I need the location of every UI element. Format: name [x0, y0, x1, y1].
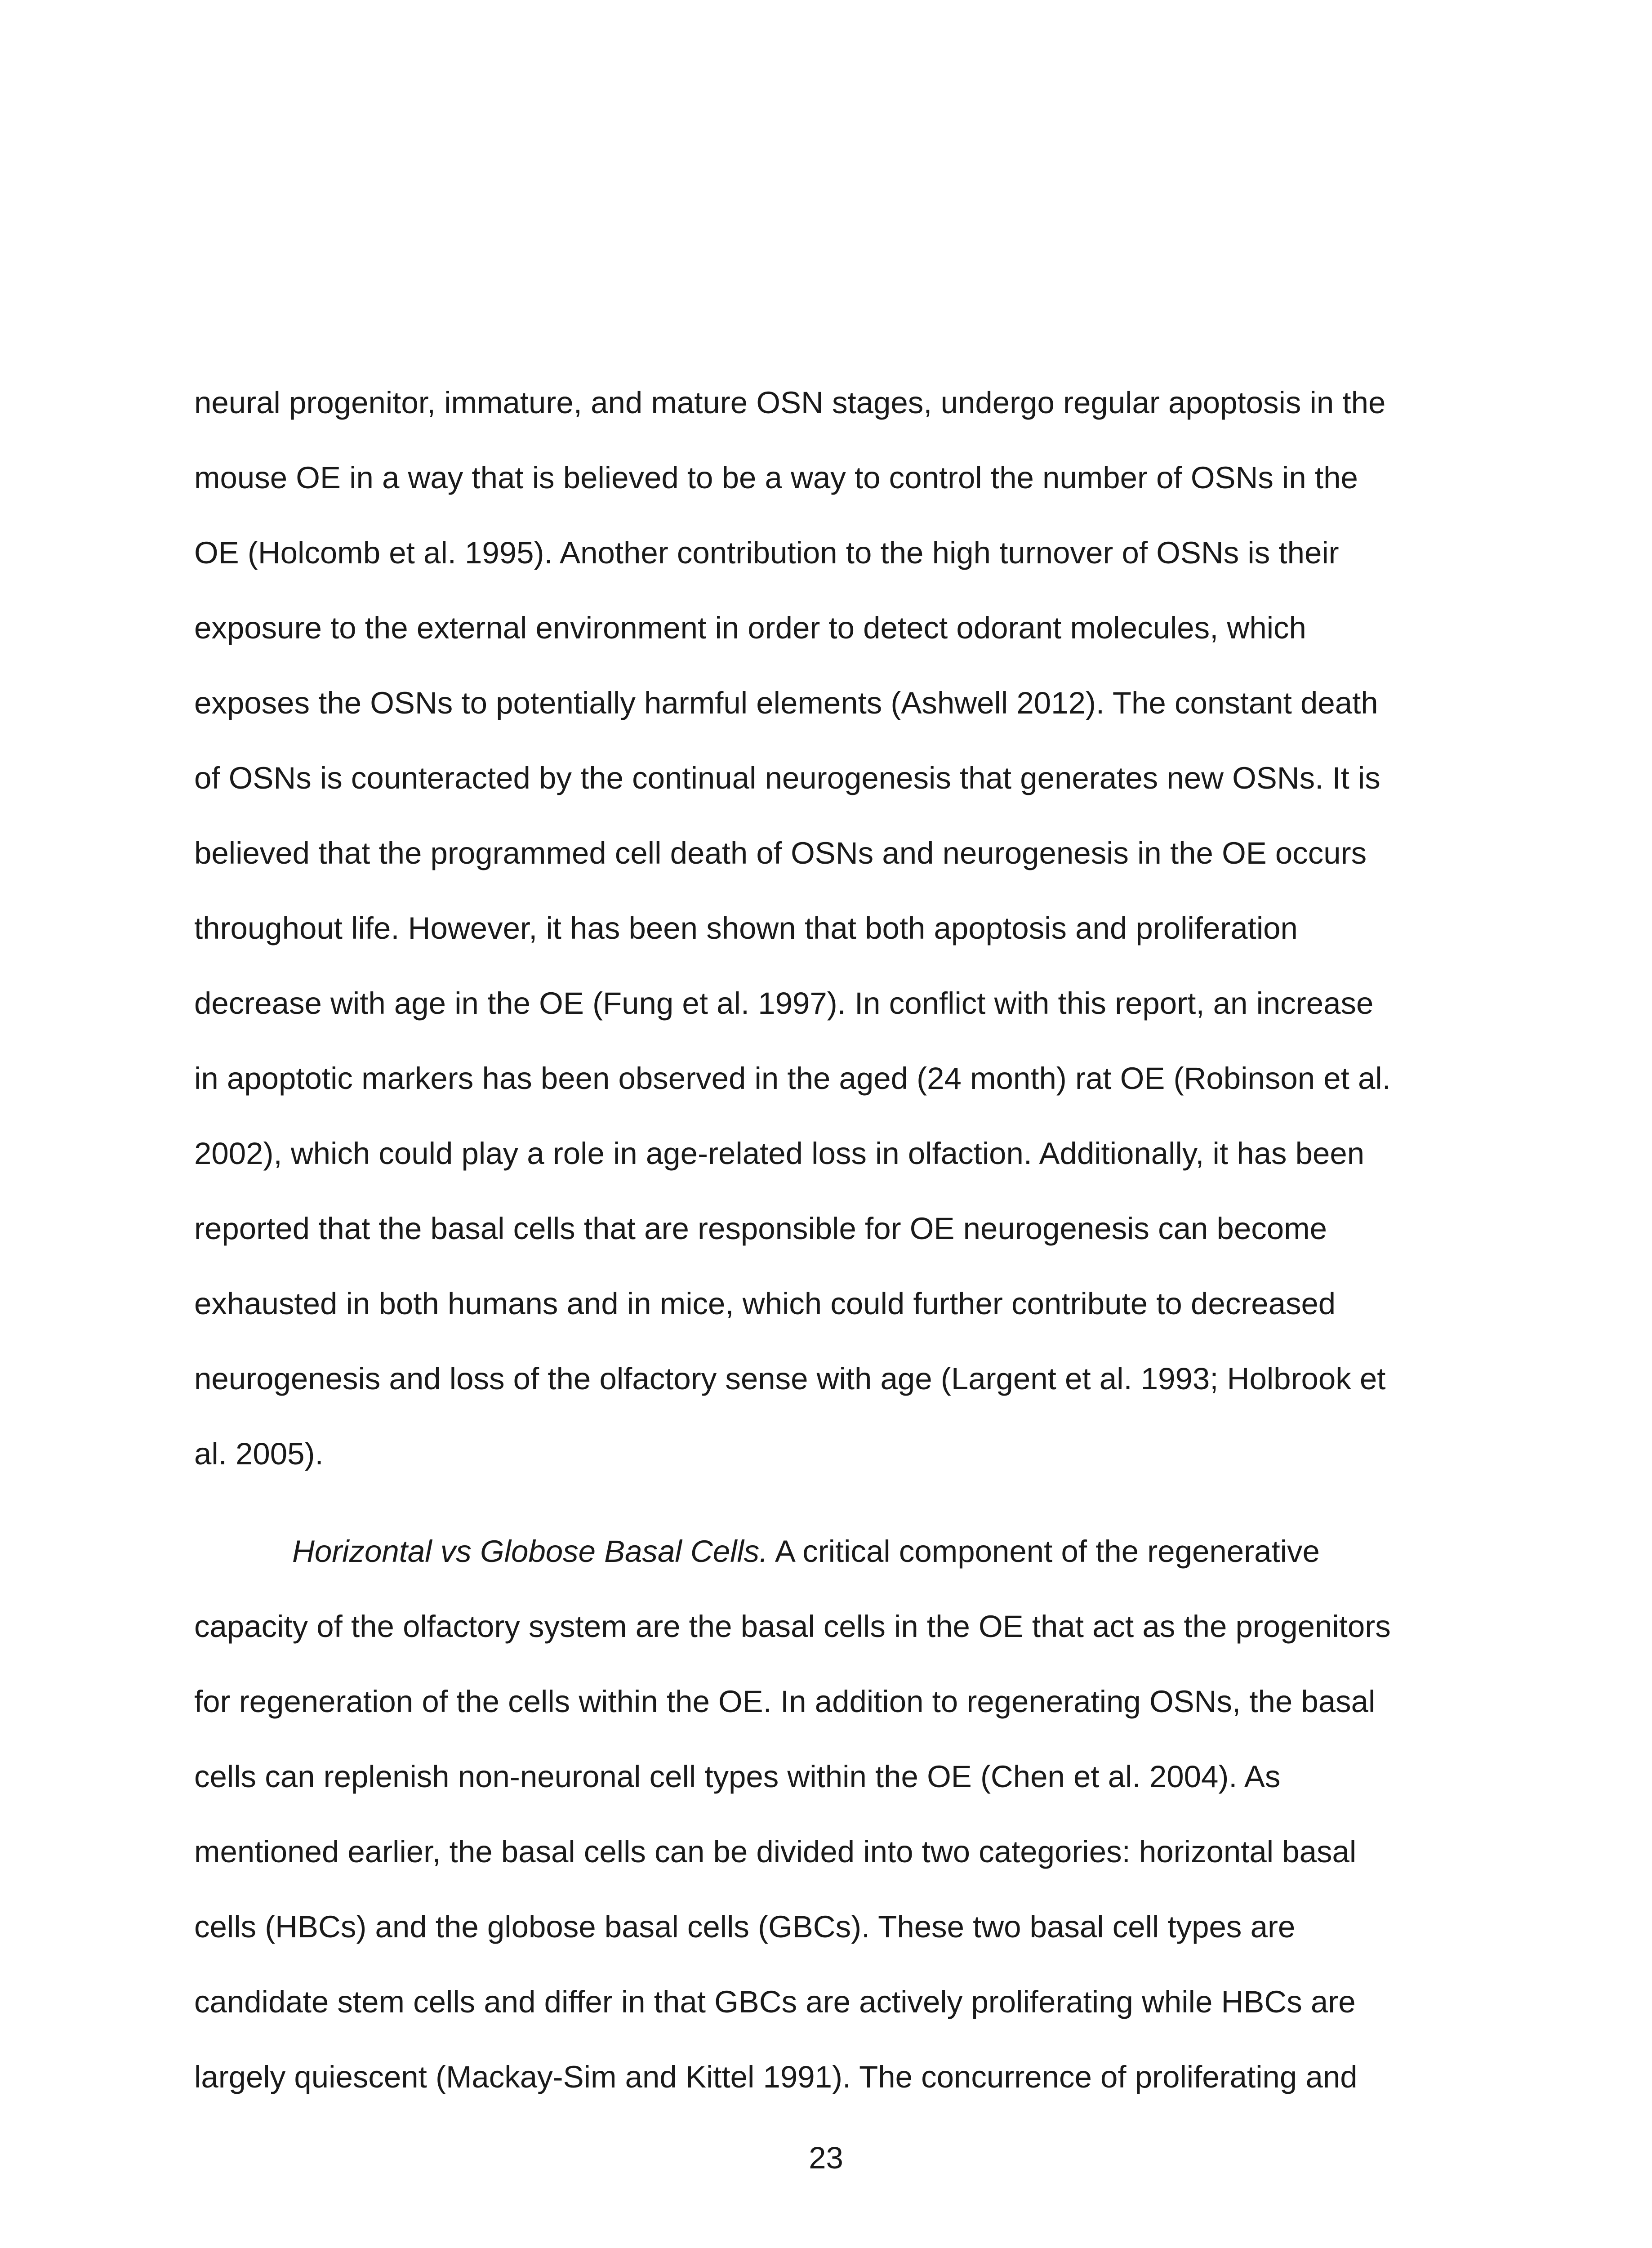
text-line: cells can replenish non-neuronal cell types within the OE (Chen et al. 2004). As	[194, 1759, 1281, 1794]
paragraph-1	[194, 365, 1462, 1491]
text-line: in apoptotic markers has been observed in the aged (24 month) rat OE (Robinson et al.	[194, 1061, 1391, 1096]
text-line: largely quiescent (Mackay-Sim and Kittel 1991). The concurrence of proliferating and	[194, 2060, 1358, 2094]
text-line: of OSNs is counteracted by the continual neurogenesis that generates new OSNs. It is	[194, 761, 1380, 795]
text-line: capacity of the olfactory system are the basal cells in the OE that act as the progenitors	[194, 1609, 1391, 1644]
text-line: exposes the OSNs to potentially harmful elements (Ashwell 2012). The constant death	[194, 686, 1378, 720]
text-line: believed that the programmed cell death of OSNs and neurogenesis in the OE occurs	[194, 836, 1367, 870]
text-line: al. 2005).	[194, 1436, 324, 1471]
text-line: OE (Holcomb et al. 1995). Another contribution to the high turnover of OSNs is their	[194, 535, 1339, 570]
text-line: mentioned earlier, the basal cells can be divided into two categories: horizontal basal	[194, 1834, 1357, 1869]
text-line: 2002), which could play a role in age-related loss in olfaction. Additionally, it has been	[194, 1136, 1365, 1171]
paragraph-gap	[194, 1491, 1462, 1514]
section-heading: Horizontal vs Globose Basal Cells.	[292, 1534, 768, 1569]
text-line: decrease with age in the OE (Fung et al. 1997). In conflict with this report, an increase	[194, 986, 1374, 1021]
text-line: candidate stem cells and differ in that GBCs are actively proliferating while HBCs are	[194, 1985, 1356, 2019]
text-line: neurogenesis and loss of the olfactory sense with age (Largent et al. 1993; Holbrook et	[194, 1361, 1386, 1396]
text-line-rest: A critical component of the regenerative	[768, 1534, 1320, 1569]
text-line: neural progenitor, immature, and mature OSN stages, undergo regular apoptosis in the	[194, 385, 1386, 420]
text-line-first	[194, 1514, 1462, 1589]
text-line: exposure to the external environment in order to detect odorant molecules, which	[194, 611, 1306, 645]
text-line: for regeneration of the cells within the OE. In addition to regenerating OSNs, the basal	[194, 1684, 1376, 1719]
text-line: mouse OE in a way that is believed to be a way to control the number of OSNs in the	[194, 460, 1358, 495]
page-number: 23	[809, 2141, 843, 2175]
text-line: cells (HBCs) and the globose basal cells (GBCs). These two basal cell types are	[194, 1909, 1296, 1944]
body-text	[194, 365, 1462, 2114]
paragraph-2	[194, 1514, 1462, 2114]
text-line: reported that the basal cells that are responsible for OE neurogenesis can become	[194, 1211, 1327, 1246]
text-line: throughout life. However, it has been shown that both apoptosis and proliferation	[194, 911, 1298, 946]
text-line: exhausted in both humans and in mice, which could further contribute to decreased	[194, 1286, 1336, 1321]
